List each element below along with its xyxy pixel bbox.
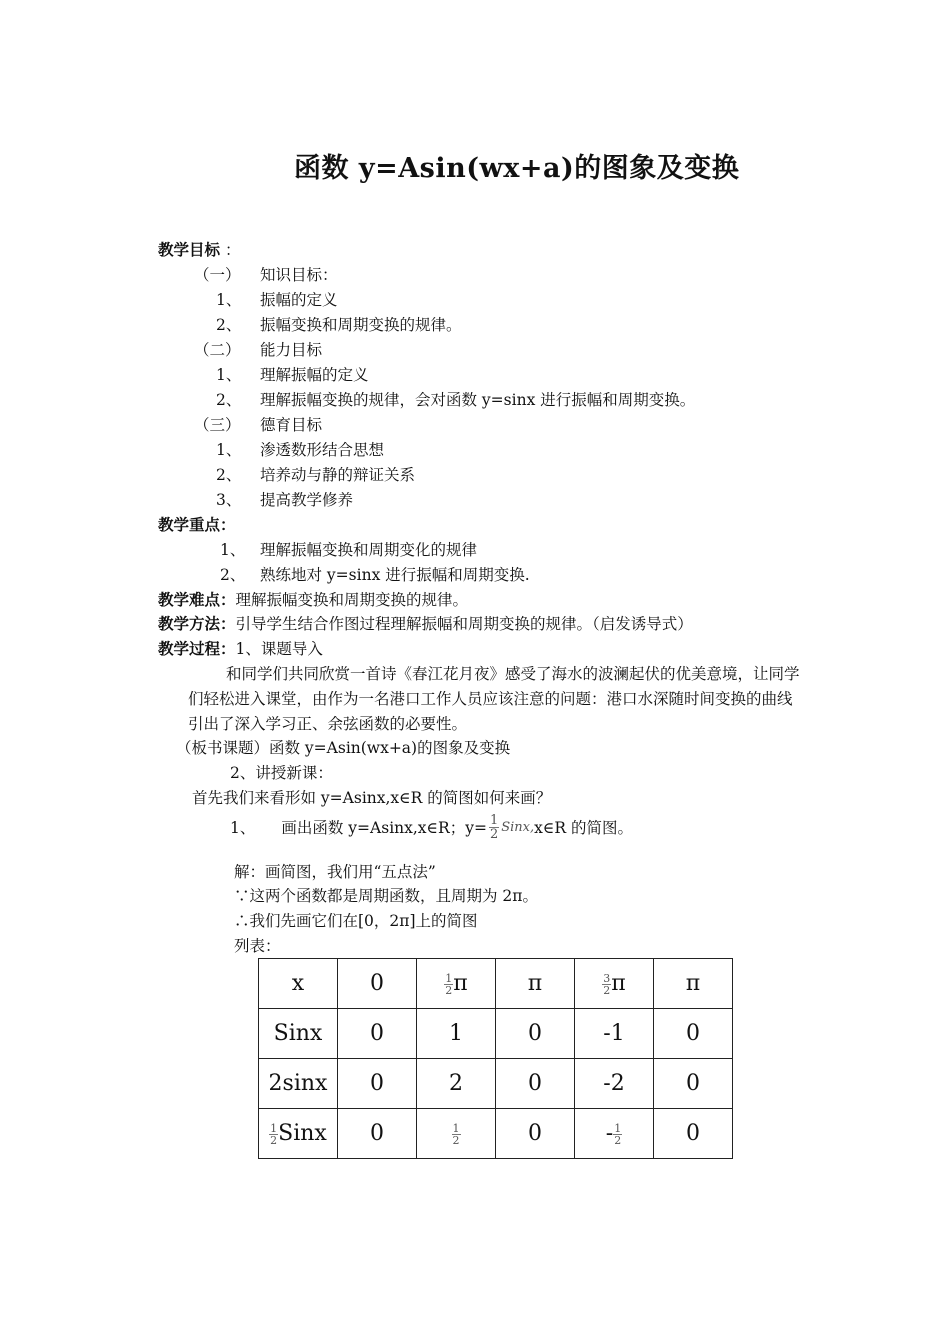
difficulty-heading: 教学难点：: [158, 591, 236, 609]
fraction: $\frac{1}{2}$: [445, 971, 453, 997]
key-point-num: 2、: [220, 566, 246, 584]
fraction: $\frac{1}{2}$: [452, 1121, 460, 1147]
moral-num: （三）: [194, 416, 241, 434]
moral-item: 提高教学修养: [260, 491, 354, 509]
table-cell: 0: [338, 1059, 417, 1109]
method-heading: 教学方法：: [158, 615, 236, 633]
table-header-row: [259, 959, 733, 1009]
fraction: $\frac{1}{2}$: [270, 1121, 278, 1147]
knowledge-item-num: 2、: [216, 316, 242, 334]
knowledge-item: 振幅变换和周期变换的规律。: [260, 316, 462, 334]
intro-line: 们轻松进入课堂，由作为一名港口工作人员应该注意的问题：港口水深随时间变换的曲线: [188, 690, 793, 708]
difficulty-row: [158, 590, 468, 610]
ability-item: 理解振幅变换的规律，会对函数 y=sinx 进行振幅和周期变换。: [260, 391, 696, 409]
objectives-heading: 教学目标: [158, 241, 221, 259]
table-row: [259, 1059, 733, 1109]
solution-line: 解：画简图，我们用“五点法”: [234, 863, 436, 881]
objectives-heading-row: [158, 240, 240, 260]
ability-item: 理解振幅的定义: [260, 366, 369, 384]
process-step1: 1、课题导入: [235, 640, 323, 658]
table-cell: 0: [338, 959, 417, 1009]
solution-line: ∵这两个函数都是周期函数，且周期为 2π。: [234, 887, 538, 905]
table-cell: 0: [654, 1009, 733, 1059]
ability-label: 能力目标: [260, 341, 323, 359]
value-table: [258, 958, 733, 1159]
moral-item: 渗透数形结合思想: [260, 441, 385, 459]
knowledge-num: （一）: [194, 266, 241, 284]
half-fraction: $\frac{1}{2}$: [489, 813, 499, 842]
exercise-text-a: 画出函数 y=Asinx,x∈R；y=: [281, 818, 487, 837]
process-heading: 教学过程：: [158, 640, 236, 658]
table-cell: x: [259, 959, 338, 1009]
table-cell: [417, 1109, 496, 1159]
exercise-num: 1、: [230, 818, 256, 837]
table-cell: 2sinx: [259, 1059, 338, 1109]
table-cell: - $\frac{1}{2}$: [575, 1109, 654, 1159]
moral-item: 培养动与静的辩证关系: [260, 466, 416, 484]
table-row: [259, 1109, 733, 1159]
table-cell: 0: [654, 1059, 733, 1109]
process-step2: 2、讲授新课：: [230, 764, 333, 782]
page-title: 函数 y=Asin(wx+a)的图象及变换: [294, 153, 740, 184]
intro-line: 引出了深入学习正、余弦函数的必要性。: [188, 715, 468, 733]
question: 首先我们来看形如 y=Asinx,x∈R 的简图如何来画？: [192, 789, 552, 807]
table-cell: Sinx: [259, 1009, 338, 1059]
key-points-heading: 教学重点：: [158, 516, 236, 534]
table-cell: $\frac{1}{2}$ Sinx: [259, 1109, 338, 1159]
board-title: （板书课题）函数 y=Asin(wx+a)的图象及变换: [176, 739, 511, 757]
moral-item-num: 3、: [216, 491, 242, 509]
ability-item-num: 1、: [216, 366, 242, 384]
knowledge-label: 知识目标：: [260, 266, 338, 284]
ability-num: （二）: [194, 341, 241, 359]
difficulty-text: 理解振幅变换和周期变换的规律。: [235, 591, 469, 609]
table-cell: 0: [496, 1009, 575, 1059]
table-cell: 0: [338, 1009, 417, 1059]
table-cell: -2: [575, 1059, 654, 1109]
moral-item-num: 2、: [216, 466, 242, 484]
moral-label: 德育目标: [260, 416, 323, 434]
table-cell: 0: [496, 1059, 575, 1109]
knowledge-item-num: 1、: [216, 291, 242, 309]
knowledge-item: 振幅的定义: [260, 291, 338, 309]
table-cell: 1: [417, 1009, 496, 1059]
table-cell: $\frac{3}{2}$ π: [575, 959, 654, 1009]
method-text: 引导学生结合作图过程理解振幅和周期变换的规律。（启发诱导式）: [235, 615, 693, 633]
table-cell: -1: [575, 1009, 654, 1059]
fraction: $\frac{1}{2}$: [614, 1121, 622, 1147]
table-cell: 0: [496, 1109, 575, 1159]
method-row: [158, 614, 693, 634]
sinx-italic: Sinx,: [501, 819, 535, 835]
moral-item-num: 1、: [216, 441, 242, 459]
process-row: [158, 639, 323, 659]
fraction: $\frac{3}{2}$: [603, 971, 611, 997]
table-cell: $\frac{1}{2}$ π: [417, 959, 496, 1009]
objectives-colon: ：: [224, 241, 241, 259]
key-point: 熟练地对 y=sinx 进行振幅和周期变换.: [260, 566, 530, 584]
key-point: 理解振幅变换和周期变化的规律: [260, 541, 478, 559]
solution-line: ∴我们先画它们在[0，2π]上的简图: [234, 912, 478, 930]
key-point-num: 1、: [220, 541, 246, 559]
table-cell: π: [654, 959, 733, 1009]
intro-line: 和同学们共同欣赏一首诗《春江花月夜》感受了海水的波澜起伏的优美意境，让同学: [226, 665, 800, 683]
exercise-line: [230, 814, 633, 841]
exercise-text-b: x∈R 的简图。: [534, 818, 633, 837]
table-cell: π: [496, 959, 575, 1009]
table-cell: 0: [338, 1109, 417, 1159]
solution-line: 列表：: [234, 937, 281, 955]
ability-item-num: 2、: [216, 391, 242, 409]
table-row: [259, 1009, 733, 1059]
table-cell: 2: [417, 1059, 496, 1109]
table-cell: 0: [654, 1109, 733, 1159]
